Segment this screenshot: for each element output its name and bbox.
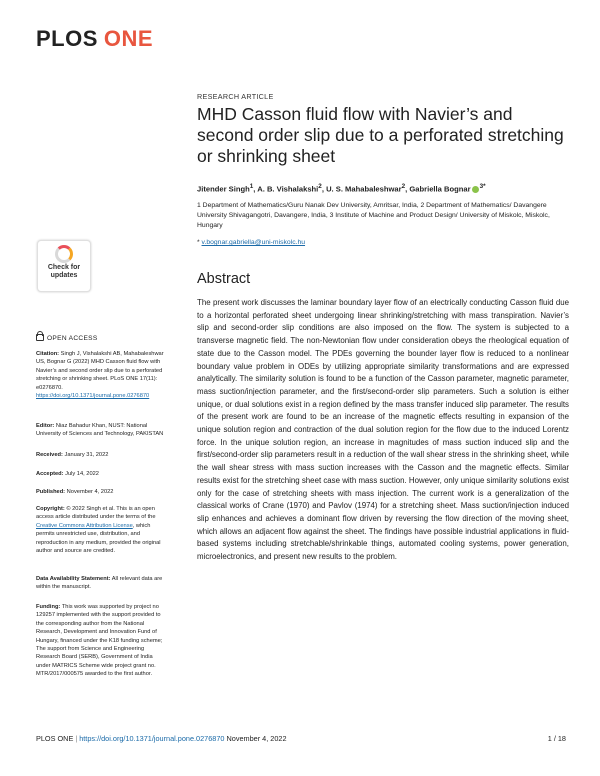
page-number: 1 / 18 [547, 734, 566, 743]
citation-block [36, 350, 168, 400]
author-2-affil: 2 [318, 183, 322, 190]
logo-plos: PLOS [36, 26, 98, 51]
copyright-label: Copyright: [36, 506, 65, 512]
abstract-heading: Abstract [197, 271, 251, 287]
footer-doi-link[interactable]: https://doi.org/10.1371/journal.pone.0276870 [79, 734, 225, 743]
email-marker: * [197, 239, 200, 246]
check-for-updates-badge[interactable] [37, 240, 91, 292]
abstract-text: The present work discusses the laminar boundary layer flow of an electrically conducting Casson fluid due to a horizontal perforated sheet undergoing linear shrinking/stretching with mass transpiration. Navier’s slip and second-order slip conditions are also imposed on the flow. The system is subjected to a transverse magnetic field. The non-Newtonian flow under consideration obeys the rheological equation of state due to the Casson model. The PDEs governing the bounder layer flow is reduced to a nonlinear boundary value problem in ODEs by utilizing appropriate similarity transformations and are expressed analytically. The similarity solution is found to be a function of the Casson parameter, magnetic parameter, mass suction/injection parameter, and the first/second-order slip parameters. Such a solution is either unique, or dual solutions exist in a region defined by the mass transfer induced slip parameter. The results of the present work are found to be an increase of the magnetic effects resulting in expansion of the unique solution region and contraction of the dual solution region for the flow due to the induced Lorentz force. In the unique solution region, an increase in magnitudes of mass suction induced slip and the first/second-order slip parameters result in a reduction of the wall shear stress in the shrinking sheet, while the wall shear stress with mass suction increases with the Casson and the magnetic effects. Similar results exist for the stretching sheet case with mass suction. However, only unique similarity solutions exist only for the case of stretching sheets with mass injection. The current work is a generalization of the classical works of Crane (1970) and Pavlov (1974) for a stretching sheet. Mass suction/injection induced slip enhances and achieves a dominant flow driven by reversing the flow direction of the moving sheet, which allows an adjacent flow against the sheet. The findings have possible industrial applications in fluid-based systems including stretchable/shrinkable things, automated cooling systems, power generation, microelectronics, and present new results to the problem. [197, 298, 569, 562]
citation-text: Singh J, Vishalakshi AB, Mahabaleshwar US, Bognar G (2022) MHD Casson fluid flow with Navier’s and second order slip due to a perforated stretching or shrinking sheet. PLoS ONE 17(11): e0276870. [36, 351, 164, 391]
author-2[interactable]: A. B. Vishalakshi [257, 184, 319, 194]
author-3[interactable]: U. S. Mahabaleshwar [326, 184, 402, 194]
copyright-text: © 2022 Singh et al. This is an open access article distributed under the terms of the [36, 506, 156, 521]
check-updates-line1: Check for [47, 264, 81, 271]
article-type: RESEARCH ARTICLE [197, 92, 274, 101]
published-block [36, 488, 168, 496]
accepted-block [36, 470, 168, 478]
received-label: Received: [36, 452, 63, 458]
footer-journal: PLOS ONE [36, 734, 74, 743]
author-list: Jitender Singh$^1$, A. B. Vishalakshi$^2$, U. S. Mahabaleshwar$^2$, Gabriella Bognar $^{3*}$ [197, 183, 486, 194]
footer-date: November 4, 2022 [226, 734, 287, 743]
footer-separator: | [75, 734, 78, 743]
published-label: Published: [36, 489, 66, 495]
author-4[interactable]: Gabriella Bognar [409, 184, 471, 194]
check-updates-line2: updates [50, 272, 78, 279]
editor-label: Editor: [36, 423, 55, 429]
affiliations: 1 Department of Mathematics/Guru Nanak Dev University, Amritsar, India, 2 Department of Mathematics/ Davangere University Shivagangotri, Davangere, India, 3 Institute of Machine and Product Design/ University of Miskolc, Miskolc, Hungary [197, 202, 550, 229]
author-3-affil: 2 [401, 183, 406, 190]
citation-doi-link[interactable]: https://doi.org/10.1371/journal.pone.0276870 [36, 393, 150, 400]
orcid-icon[interactable] [472, 186, 479, 193]
data-availability-label: Data Availability Statement: [36, 576, 111, 582]
funding-text: This work was supported by project no 129257 implemented with the support provided to the corresponding author from the National Research, Development and Innovation Fund of Hungary, financed under the K18 funding scheme; The support from Science and Engineering Research Board (SERB), Government of India under MATRICS Scheme wide project grant no. MTR/2017/000575 awarded to the first author. [36, 604, 163, 678]
accepted-label: Accepted: [36, 471, 64, 477]
paper-title: MHD Casson fluid flow with Navier’s and second order slip due to a perforated stretching or shrinking sheet [197, 104, 564, 166]
logo-one: ONE [103, 26, 154, 51]
received-date: January 31, 2022 [64, 452, 109, 458]
author-4-affil: 3* [479, 183, 486, 190]
journal-logo [36, 26, 153, 52]
funding-label: Funding: [36, 604, 61, 610]
accepted-date: July 14, 2022 [65, 471, 99, 477]
funding-block [36, 603, 168, 679]
copyright-text-end: , which permits unrestricted use, distribution, and reproduction in any medium, provided the original author and source are credited. [36, 522, 161, 555]
published-date: November 4, 2022 [66, 489, 114, 495]
copyright-block [36, 505, 168, 555]
check-updates-icon [55, 245, 73, 263]
editor-block [36, 422, 168, 439]
received-block [36, 451, 168, 459]
email-link[interactable]: v.bognar.gabriella@uni-miskolc.hu [201, 239, 306, 246]
author-1[interactable]: Jitender Singh [197, 184, 250, 194]
license-link[interactable]: Creative Commons Attribution License [36, 522, 133, 529]
author-1-affil: 1 [249, 183, 254, 190]
open-access-label [36, 334, 168, 343]
data-availability-text: All relevant data are within the manuscript. [36, 576, 163, 591]
editor-text: Niaz Bahadur Khan, NUST: National University of Sciences and Technology, PAKISTAN [36, 423, 164, 438]
page-footer [36, 734, 566, 743]
data-availability-block [36, 575, 168, 592]
corresponding-email [197, 239, 569, 246]
open-lock-icon [36, 334, 44, 341]
open-access-text: OPEN ACCESS [47, 335, 98, 342]
citation-label: Citation: [36, 351, 60, 357]
